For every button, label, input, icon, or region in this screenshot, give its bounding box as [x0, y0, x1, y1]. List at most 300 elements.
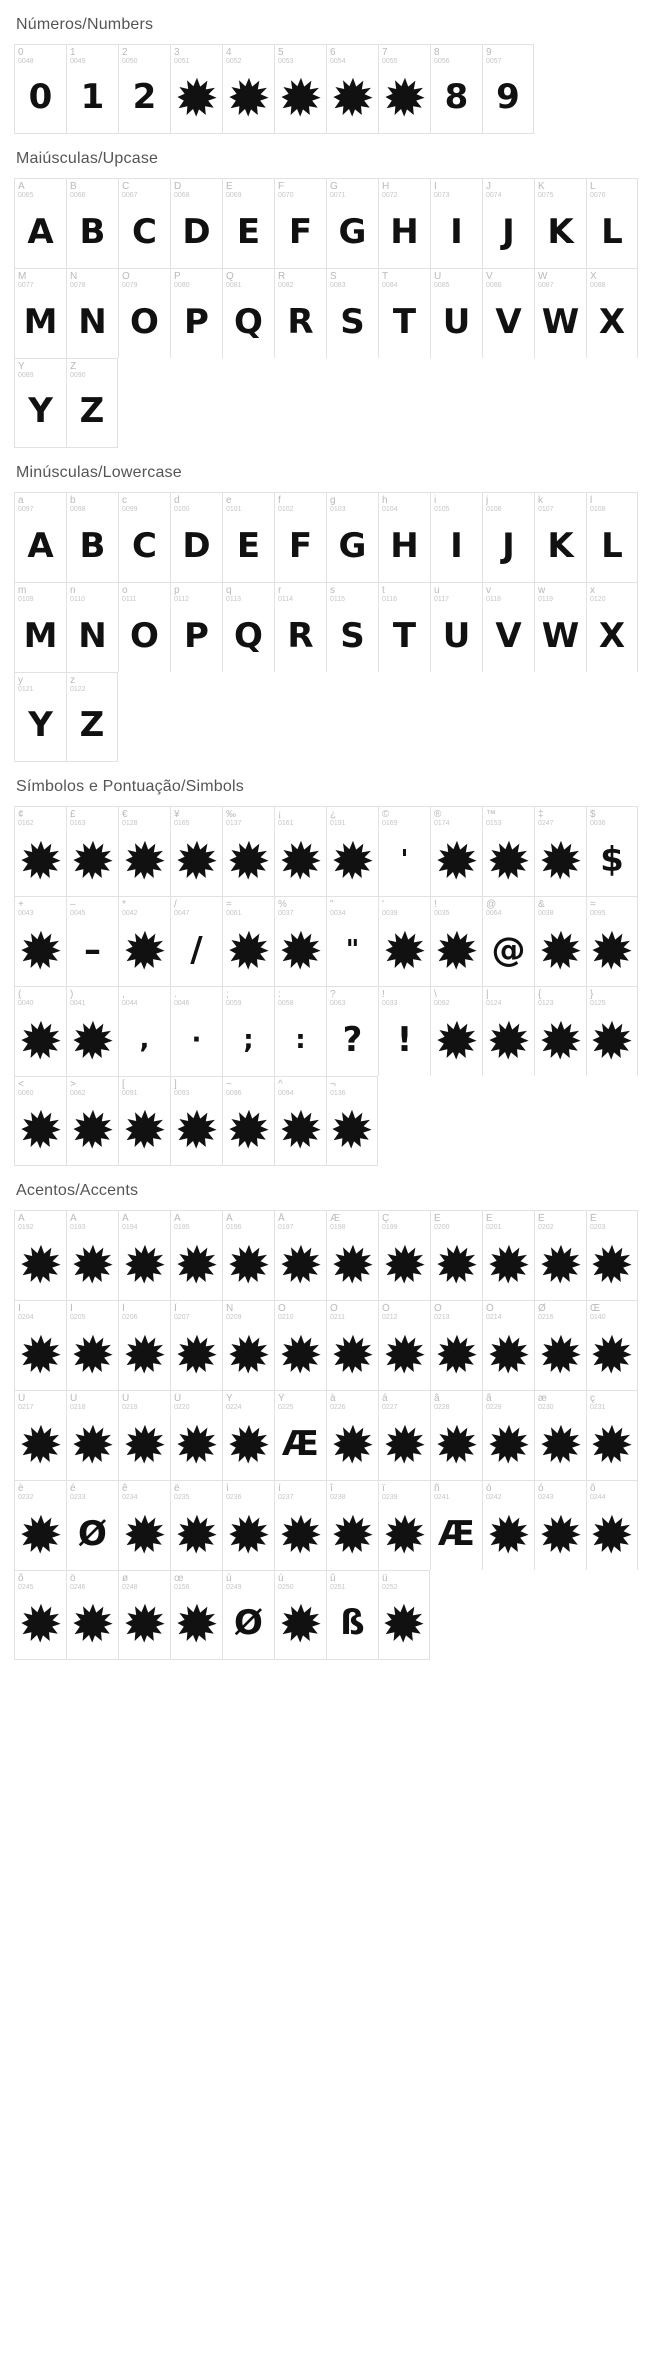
glyph-cell[interactable] — [14, 1570, 66, 1660]
glyph-meta — [171, 1391, 222, 1413]
glyph-cell[interactable] — [170, 492, 222, 582]
glyph-character: A — [27, 525, 54, 566]
glyph-cell[interactable] — [430, 492, 482, 582]
glyph-cell[interactable] — [118, 582, 170, 672]
glyph-code-label: 0041 — [70, 1000, 86, 1007]
ink-splat-icon — [229, 1244, 269, 1284]
glyph-code-label: 0235 — [174, 1494, 190, 1501]
glyph-cell[interactable] — [274, 1480, 326, 1570]
glyph-character-label: 3 — [174, 47, 180, 58]
glyph-cell[interactable] — [534, 1390, 586, 1480]
glyph-cell[interactable] — [274, 1076, 326, 1166]
glyph-meta — [379, 45, 430, 67]
glyph-preview — [431, 1503, 482, 1570]
glyph-cell[interactable] — [326, 896, 378, 986]
glyph-cell[interactable] — [378, 268, 430, 358]
glyph-character-label: © — [382, 809, 390, 820]
glyph-character: T — [392, 615, 417, 656]
glyph-cell[interactable] — [586, 582, 638, 672]
glyph-code-label: 0059 — [226, 1000, 242, 1007]
glyph-meta — [327, 493, 378, 515]
glyph-code-label: 0238 — [330, 1494, 346, 1501]
glyph-code-label: 0229 — [486, 1404, 502, 1411]
glyph-cell[interactable] — [482, 582, 534, 672]
glyph-meta — [15, 493, 66, 515]
glyph-cell[interactable] — [14, 1210, 66, 1300]
glyph-cell[interactable] — [14, 1076, 66, 1166]
glyph-meta — [483, 1301, 534, 1323]
glyph-cell[interactable] — [222, 582, 274, 672]
glyph-cell[interactable] — [378, 492, 430, 582]
glyph-cell[interactable] — [170, 1300, 222, 1390]
glyph-meta — [67, 897, 118, 919]
ink-splat-icon — [592, 1334, 632, 1374]
glyph-preview — [327, 1593, 378, 1659]
glyph-code-label: 0217 — [18, 1404, 34, 1411]
glyph-cell[interactable] — [482, 1300, 534, 1390]
glyph-cell[interactable] — [534, 806, 586, 896]
glyph-cell[interactable] — [378, 896, 430, 986]
glyph-cell[interactable] — [14, 1390, 66, 1480]
glyph-cell[interactable] — [170, 178, 222, 268]
glyph-cell[interactable] — [586, 986, 638, 1076]
glyph-preview — [171, 1413, 222, 1480]
glyph-character-label: % — [278, 899, 287, 910]
glyph-cell[interactable] — [14, 44, 66, 134]
glyph-character: K — [547, 211, 574, 252]
glyph-preview — [587, 1233, 637, 1300]
glyph-code-label: 0055 — [382, 58, 398, 65]
glyph-code-label: 0251 — [330, 1584, 346, 1591]
glyph-cell[interactable] — [534, 1210, 586, 1300]
glyph-code-label: 0063 — [330, 1000, 346, 1007]
glyph-cell[interactable] — [430, 896, 482, 986]
glyph-cell[interactable] — [326, 178, 378, 268]
glyph-cell[interactable] — [586, 806, 638, 896]
glyph-cell[interactable] — [66, 986, 118, 1076]
glyph-cell[interactable] — [14, 806, 66, 896]
glyph-meta — [15, 1211, 66, 1233]
glyph-cell[interactable] — [222, 178, 274, 268]
glyph-cell[interactable] — [222, 492, 274, 582]
glyph-preview — [275, 201, 326, 268]
glyph-cell[interactable] — [66, 1076, 118, 1166]
ink-splat-icon — [437, 1334, 477, 1374]
glyph-cell[interactable] — [14, 1480, 66, 1570]
glyph-code-label: 0053 — [278, 58, 294, 65]
glyph-character-label: u — [434, 585, 440, 596]
glyph-cell[interactable] — [378, 178, 430, 268]
glyph-cell[interactable] — [14, 672, 66, 762]
glyph-cell[interactable] — [430, 1300, 482, 1390]
glyph-character-label: > — [70, 1079, 76, 1090]
glyph-preview — [275, 1413, 326, 1480]
glyph-cell[interactable] — [586, 896, 638, 986]
glyph-cell[interactable] — [66, 806, 118, 896]
glyph-meta — [327, 1301, 378, 1323]
glyph-cell[interactable] — [378, 1300, 430, 1390]
glyph-cell[interactable] — [534, 1480, 586, 1570]
glyph-preview — [15, 1323, 66, 1390]
glyph-character-label: : — [278, 989, 281, 1000]
glyph-meta — [119, 987, 170, 1009]
glyph-meta — [119, 1391, 170, 1413]
glyph-cell[interactable] — [66, 1210, 118, 1300]
glyph-cell[interactable] — [430, 1390, 482, 1480]
ink-splat-icon — [73, 1244, 113, 1284]
glyph-character: T — [392, 301, 417, 342]
glyph-cell[interactable] — [586, 268, 638, 358]
glyph-cell[interactable] — [66, 358, 118, 448]
ink-splat-icon — [229, 1334, 269, 1374]
glyph-character-label: ú — [278, 1573, 284, 1584]
glyph-character-label: A — [18, 181, 25, 192]
glyph-character-label: T — [382, 271, 389, 282]
glyph-meta — [587, 583, 637, 605]
glyph-cell[interactable] — [118, 1570, 170, 1660]
glyph-character-label: à — [330, 1393, 336, 1404]
glyph-code-label: 0246 — [70, 1584, 86, 1591]
glyph-cell[interactable] — [378, 1210, 430, 1300]
glyph-cell[interactable] — [274, 896, 326, 986]
glyph-cell[interactable] — [274, 492, 326, 582]
glyph-cell[interactable] — [14, 492, 66, 582]
glyph-character-label: î — [330, 1483, 333, 1494]
glyph-cell[interactable] — [274, 582, 326, 672]
glyph-cell[interactable] — [430, 806, 482, 896]
glyph-character-label: F — [278, 181, 285, 192]
glyph-cell[interactable] — [274, 178, 326, 268]
glyph-cell[interactable] — [170, 986, 222, 1076]
glyph-cell[interactable] — [326, 1210, 378, 1300]
glyph-cell[interactable] — [118, 806, 170, 896]
ink-splat-icon — [125, 1424, 165, 1464]
glyph-cell[interactable] — [430, 1480, 482, 1570]
glyph-code-label: 0103 — [330, 506, 346, 513]
glyph-code-label: 0242 — [486, 1494, 502, 1501]
glyph-cell[interactable] — [326, 492, 378, 582]
glyph-character: @ — [491, 929, 526, 970]
glyph-cell[interactable] — [274, 1390, 326, 1480]
glyph-cell[interactable] — [222, 1300, 274, 1390]
glyph-cell[interactable] — [66, 896, 118, 986]
glyph-cell[interactable] — [430, 44, 482, 134]
glyph-character-label: 5 — [278, 47, 284, 58]
glyph-meta — [431, 897, 482, 919]
glyph-cell[interactable] — [66, 582, 118, 672]
glyph-cell[interactable] — [222, 1570, 274, 1660]
glyph-cell[interactable] — [118, 492, 170, 582]
glyph-cell[interactable] — [378, 1390, 430, 1480]
glyph-meta — [67, 1571, 118, 1593]
glyph-cell[interactable] — [534, 1300, 586, 1390]
glyph-preview — [327, 201, 378, 268]
glyph-character-label: û — [330, 1573, 336, 1584]
glyph-character-label: n — [70, 585, 76, 596]
glyph-cell[interactable] — [586, 1300, 638, 1390]
glyph-cell[interactable] — [586, 492, 638, 582]
glyph-cell[interactable] — [430, 986, 482, 1076]
glyph-cell[interactable] — [14, 896, 66, 986]
ink-splat-icon — [73, 1603, 113, 1643]
glyph-cell[interactable] — [14, 986, 66, 1076]
ink-splat-icon — [177, 1424, 217, 1464]
glyph-cell[interactable] — [274, 986, 326, 1076]
glyph-cell[interactable] — [430, 582, 482, 672]
glyph-cell[interactable] — [118, 178, 170, 268]
glyph-cell[interactable] — [534, 178, 586, 268]
ink-splat-icon — [229, 840, 269, 880]
glyph-meta — [431, 179, 482, 201]
glyph-meta — [587, 987, 637, 1009]
glyph-cell[interactable] — [274, 1300, 326, 1390]
glyph-cell[interactable] — [170, 1390, 222, 1480]
glyph-character-label: Ö — [486, 1303, 494, 1314]
glyph-cell[interactable] — [378, 986, 430, 1076]
glyph-cell[interactable] — [534, 582, 586, 672]
glyph-cell[interactable] — [170, 1480, 222, 1570]
glyph-cell[interactable] — [274, 268, 326, 358]
glyph-preview — [379, 1503, 430, 1570]
glyph-code-label: 0225 — [278, 1404, 294, 1411]
glyph-cell[interactable] — [378, 1480, 430, 1570]
glyph-cell[interactable] — [222, 986, 274, 1076]
glyph-cell[interactable] — [482, 1390, 534, 1480]
glyph-cell[interactable] — [118, 986, 170, 1076]
glyph-cell[interactable] — [430, 268, 482, 358]
glyph-preview — [587, 919, 637, 986]
glyph-cell[interactable] — [118, 1390, 170, 1480]
glyph-cell[interactable] — [482, 806, 534, 896]
glyph-cell[interactable] — [118, 1210, 170, 1300]
glyph-cell[interactable] — [66, 672, 118, 762]
glyph-cell[interactable] — [326, 1480, 378, 1570]
glyph-cell[interactable] — [274, 1210, 326, 1300]
glyph-cell[interactable] — [14, 178, 66, 268]
glyph-cell[interactable] — [118, 896, 170, 986]
glyph-character-label: " — [330, 899, 334, 910]
glyph-cell[interactable] — [586, 178, 638, 268]
glyph-cell[interactable] — [66, 1300, 118, 1390]
glyph-cell[interactable] — [378, 582, 430, 672]
glyph-character-label: | — [486, 989, 489, 1000]
glyph-cell[interactable] — [326, 268, 378, 358]
glyph-cell[interactable] — [482, 44, 534, 134]
glyph-character-label: Ÿ — [278, 1393, 285, 1404]
glyph-cell[interactable] — [482, 896, 534, 986]
glyph-cell[interactable] — [170, 268, 222, 358]
glyph-cell[interactable] — [14, 268, 66, 358]
glyph-meta — [171, 45, 222, 67]
glyph-character: O — [130, 615, 159, 656]
glyph-code-label: 0078 — [70, 282, 86, 289]
glyph-cell[interactable] — [222, 268, 274, 358]
glyph-cell[interactable] — [118, 1300, 170, 1390]
glyph-preview — [379, 1233, 430, 1300]
glyph-character-label: 6 — [330, 47, 336, 58]
glyph-cell[interactable] — [274, 44, 326, 134]
glyph-code-label: 0234 — [122, 1494, 138, 1501]
glyph-meta — [67, 1481, 118, 1503]
glyph-character-label: ; — [226, 989, 229, 1000]
glyph-character: Z — [79, 705, 105, 745]
ink-splat-icon — [177, 1334, 217, 1374]
glyph-cell[interactable] — [534, 986, 586, 1076]
glyph-cell[interactable] — [586, 1480, 638, 1570]
glyph-grid — [14, 1210, 638, 1660]
glyph-code-label: 0076 — [590, 192, 606, 199]
glyph-cell[interactable] — [430, 1210, 482, 1300]
glyph-cell[interactable] — [222, 1480, 274, 1570]
glyph-cell[interactable] — [118, 1480, 170, 1570]
glyph-preview — [379, 829, 430, 896]
glyph-character-label: Ï — [174, 1303, 177, 1314]
glyph-cell[interactable] — [274, 1570, 326, 1660]
glyph-cell[interactable] — [482, 1480, 534, 1570]
glyph-code-label: 0117 — [434, 596, 450, 603]
glyph-character: L — [601, 525, 623, 566]
glyph-cell[interactable] — [170, 806, 222, 896]
glyph-character: N — [78, 301, 107, 342]
glyph-cell[interactable] — [14, 582, 66, 672]
glyph-cell[interactable] — [378, 806, 430, 896]
glyph-cell[interactable] — [66, 178, 118, 268]
glyph-cell[interactable] — [586, 1390, 638, 1480]
glyph-cell[interactable] — [482, 178, 534, 268]
glyph-cell[interactable] — [326, 1076, 378, 1166]
glyph-cell[interactable] — [482, 1210, 534, 1300]
glyph-cell[interactable] — [326, 1390, 378, 1480]
glyph-cell[interactable] — [222, 806, 274, 896]
glyph-code-label: 0110 — [70, 596, 86, 603]
glyph-cell[interactable] — [66, 44, 118, 134]
glyph-code-label: 0207 — [174, 1314, 190, 1321]
glyph-character: X — [598, 301, 626, 342]
glyph-meta — [15, 179, 66, 201]
glyph-preview — [587, 291, 637, 358]
glyph-cell[interactable] — [66, 1480, 118, 1570]
glyph-preview — [535, 919, 586, 986]
glyph-cell[interactable] — [14, 1300, 66, 1390]
glyph-code-label: 0228 — [434, 1404, 450, 1411]
glyph-cell[interactable] — [274, 806, 326, 896]
glyph-preview — [379, 1009, 430, 1076]
glyph-cell[interactable] — [326, 806, 378, 896]
glyph-code-label: 0243 — [538, 1494, 554, 1501]
glyph-cell[interactable] — [118, 1076, 170, 1166]
glyph-character: ! — [396, 1019, 413, 1060]
glyph-preview — [15, 919, 66, 986]
glyph-cell[interactable] — [586, 1210, 638, 1300]
glyph-character: 0 — [28, 77, 53, 117]
glyph-code-label: 0220 — [174, 1404, 190, 1411]
glyph-cell[interactable] — [534, 896, 586, 986]
glyph-character: P — [184, 615, 209, 656]
glyph-cell[interactable] — [326, 582, 378, 672]
glyph-cell[interactable] — [66, 1390, 118, 1480]
glyph-cell[interactable] — [222, 896, 274, 986]
glyph-cell[interactable] — [170, 582, 222, 672]
glyph-cell[interactable] — [378, 1570, 430, 1660]
glyph-preview — [223, 515, 274, 582]
glyph-cell[interactable] — [534, 268, 586, 358]
glyph-preview — [587, 829, 637, 896]
glyph-cell[interactable] — [222, 44, 274, 134]
glyph-cell[interactable] — [482, 492, 534, 582]
ink-splat-icon — [73, 1020, 113, 1060]
glyph-cell[interactable] — [482, 986, 534, 1076]
glyph-cell[interactable] — [482, 268, 534, 358]
glyph-cell[interactable] — [170, 1210, 222, 1300]
glyph-meta — [379, 1571, 429, 1593]
glyph-character: F — [288, 211, 313, 252]
glyph-cell[interactable] — [170, 1076, 222, 1166]
glyph-preview — [15, 1009, 66, 1076]
glyph-preview — [535, 829, 586, 896]
glyph-cell[interactable] — [326, 44, 378, 134]
glyph-meta — [379, 1301, 430, 1323]
glyph-cell[interactable] — [118, 44, 170, 134]
glyph-cell[interactable] — [66, 1570, 118, 1660]
glyph-cell[interactable] — [170, 44, 222, 134]
glyph-cell[interactable] — [430, 178, 482, 268]
glyph-character: – — [84, 929, 101, 970]
glyph-cell[interactable] — [222, 1390, 274, 1480]
ink-splat-icon — [125, 1334, 165, 1374]
glyph-preview — [119, 1323, 170, 1390]
glyph-preview — [67, 1323, 118, 1390]
glyph-character-label: œ — [174, 1573, 184, 1584]
glyph-cell[interactable] — [378, 44, 430, 134]
glyph-character: J — [502, 525, 515, 566]
glyph-cell[interactable] — [326, 986, 378, 1076]
glyph-character-label: Ó — [330, 1303, 338, 1314]
glyph-preview — [119, 1099, 170, 1165]
glyph-meta — [587, 269, 637, 291]
glyph-preview — [275, 1009, 326, 1076]
glyph-preview — [327, 1323, 378, 1390]
glyph-code-label: 0070 — [278, 192, 294, 199]
glyph-cell[interactable] — [170, 896, 222, 986]
glyph-character: X — [598, 615, 626, 656]
glyph-code-label: 0065 — [18, 192, 34, 199]
glyph-cell[interactable] — [66, 268, 118, 358]
glyph-cell[interactable] — [222, 1210, 274, 1300]
glyph-preview — [535, 1503, 586, 1570]
glyph-character-label: ] — [174, 1079, 177, 1090]
glyph-code-label: 0247 — [538, 820, 554, 827]
glyph-character-label: ? — [330, 989, 336, 1000]
glyph-character-label: o — [122, 585, 128, 596]
glyph-cell[interactable] — [170, 1570, 222, 1660]
glyph-cell[interactable] — [534, 492, 586, 582]
glyph-meta — [535, 1391, 586, 1413]
glyph-cell[interactable] — [118, 268, 170, 358]
glyph-character-label: $ — [590, 809, 596, 820]
glyph-cell[interactable] — [66, 492, 118, 582]
glyph-code-label: 0108 — [590, 506, 606, 513]
glyph-code-label: 0121 — [18, 686, 34, 693]
glyph-cell[interactable] — [326, 1570, 378, 1660]
glyph-preview — [223, 1009, 274, 1076]
glyph-cell[interactable] — [222, 1076, 274, 1166]
glyph-meta — [379, 987, 430, 1009]
glyph-cell[interactable] — [326, 1300, 378, 1390]
glyph-character: V — [495, 615, 522, 656]
glyph-code-label: 0049 — [70, 58, 86, 65]
glyph-code-label: 0120 — [590, 596, 606, 603]
glyph-cell[interactable] — [14, 358, 66, 448]
